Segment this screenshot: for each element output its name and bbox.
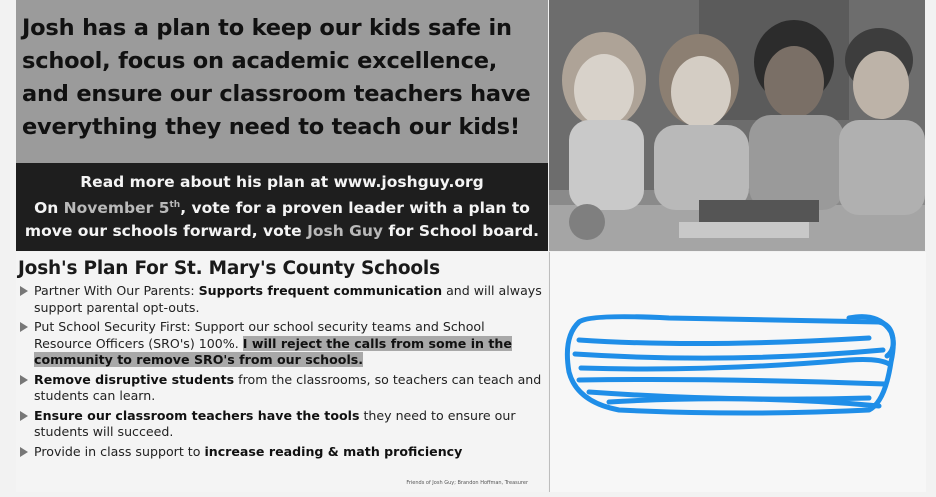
plan-item-bold: Remove disruptive students — [34, 371, 235, 387]
vote-date-line — [16, 194, 548, 220]
headline: Josh has a plan to keep our kids safe in school, focus on academic excellence, and ensure our classroom teachers have everything they need to teach our kids! — [22, 15, 531, 140]
headline-panel — [16, 0, 548, 163]
triangle-bullet-icon — [20, 447, 28, 457]
website-line: Read more about his plan at www.joshguy.org — [80, 173, 484, 191]
plan-item-reading-math — [18, 444, 546, 461]
vote-name-line — [16, 220, 548, 243]
paid-for-by-credit: Friends of Josh Guy; Brandon Hoffman, Treasurer — [406, 480, 528, 486]
vote-panel — [16, 163, 548, 251]
children-photo — [549, 0, 925, 251]
plan-item-text: they need to ensure our students will succeed. — [34, 407, 516, 439]
triangle-bullet-icon — [20, 322, 28, 332]
triangle-bullet-icon — [20, 375, 28, 385]
plan-section — [16, 252, 548, 492]
plan-item-bold: Ensure our classroom teachers have the tools — [34, 407, 360, 423]
plan-item-text: Put School Security First: Support our school security teams and School Resource Officers (SRO's) 100%. — [34, 319, 485, 351]
highlighted-text: I will reject the calls from some in the community to remove SRO's from our schools. — [34, 335, 512, 367]
election-date-suffix: th — [169, 200, 181, 210]
plan-title: Josh's Plan For St. Mary's County Schools — [18, 258, 440, 279]
plan-item-partner-parents — [18, 283, 546, 316]
plan-item-bold: increase reading & math proficiency — [204, 443, 463, 459]
triangle-bullet-icon — [20, 411, 28, 421]
plan-item-text: from the classrooms, so teachers can teach and students can learn. — [34, 371, 542, 403]
blue-redaction-scribble — [549, 252, 925, 492]
vote-line3-post: for School board. — [383, 222, 540, 241]
vote-line3-pre: move our schools forward, vote — [24, 222, 308, 241]
plan-item-disruptive-students — [18, 372, 546, 405]
plan-item-bold: Supports frequent communication — [198, 283, 443, 298]
children-photo-illustration — [549, 0, 925, 251]
plan-item-text: Provide in class support to — [34, 443, 205, 459]
candidate-name: Josh Guy — [307, 222, 383, 241]
election-date — [64, 199, 181, 217]
election-date-text: November 5 — [63, 199, 170, 218]
plan-item-teacher-tools — [18, 408, 546, 441]
plan-item-text: Partner With Our Parents: — [34, 283, 199, 298]
triangle-bullet-icon — [20, 286, 28, 296]
plan-item-text: and will always support parental opt-outs. — [34, 283, 542, 315]
vote-line2-rest: , vote for a proven leader with a plan to — [180, 199, 530, 218]
plan-item-school-security — [18, 319, 546, 369]
vote-on: On — [34, 199, 64, 218]
